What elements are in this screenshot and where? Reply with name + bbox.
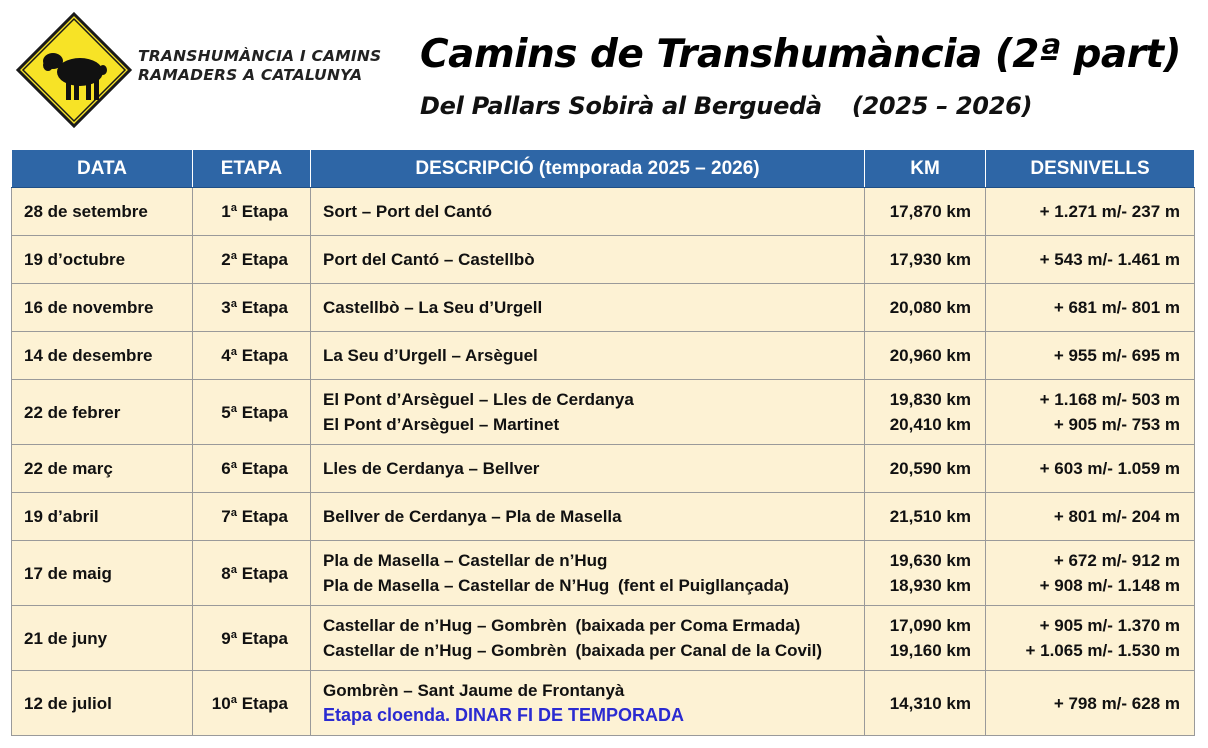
route-note: (baixada per Canal de la Covil) [575,641,823,660]
schedule-table [11,149,1195,736]
date-cell: 21 de juny [12,606,193,671]
elevation-value: + 1.168 m/- 503 m [1039,390,1180,409]
stage-cell: 4ª Etapa [193,332,311,380]
table-row [12,380,1195,445]
elevation-value: + 1.271 m/- 237 m [1039,202,1180,221]
route-line [323,613,852,638]
description-cell [311,332,865,380]
table-row [12,671,1195,736]
column-header-elevation: DESNIVELLS [986,150,1195,188]
logo-text [138,47,381,85]
date-cell: 16 de novembre [12,284,193,332]
km-value: 20,590 km [889,459,971,478]
route-line: Bellver de Cerdanya – Pla de Masella [323,507,622,526]
elevation-value: + 798 m/- 628 m [1053,693,1180,713]
description-cell [311,284,865,332]
stage-cell: 1ª Etapa [193,188,311,236]
date-cell: 22 de març [12,445,193,493]
closing-event-note: Etapa cloenda. DINAR FI DE TEMPORADA [323,705,685,725]
elevation-value: + 543 m/- 1.461 m [1039,250,1180,269]
elevation-value: + 905 m/- 753 m [1053,415,1180,434]
route-line: El Pont d’Arsèguel – Martinet [323,415,560,434]
stage-cell: 6ª Etapa [193,445,311,493]
km-value: 21,510 km [889,507,971,526]
logo-line-1: TRANSHUMÀNCIA I CAMINS [138,47,382,65]
km-value: 14,310 km [889,693,971,713]
description-cell [311,493,865,541]
page-subtitle [420,88,1032,124]
column-header-km: KM [865,150,986,188]
description-cell [311,445,865,493]
description-cell [311,236,865,284]
date-cell: 28 de setembre [12,188,193,236]
km-cell [865,284,986,332]
km-value: 19,160 km [889,641,971,660]
km-cell [865,671,986,736]
elevation-value: + 1.065 m/- 1.530 m [1025,641,1180,660]
date-cell: 12 de juliol [12,671,193,736]
table-row [12,493,1195,541]
description-cell [311,188,865,236]
sheep-warning-sign-icon [14,10,134,130]
route-line: El Pont d’Arsèguel – Lles de Cerdanya [323,390,634,409]
stage-cell: 8ª Etapa [193,541,311,606]
elevation-value: + 801 m/- 204 m [1053,507,1180,526]
route-note: (fent el Puigllançada) [618,576,789,595]
km-cell [865,188,986,236]
route-text: Castellar de n’Hug – Gombrèn [323,616,567,635]
date-cell: 14 de desembre [12,332,193,380]
elevation-cell [986,445,1195,493]
route-line: La Seu d’Urgell – Arsèguel [323,346,538,365]
km-value: 19,830 km [889,390,971,409]
route-text: Castellar de n’Hug – Gombrèn [323,641,567,660]
km-value: 20,080 km [889,298,971,317]
elevation-cell [986,380,1195,445]
description-cell [311,380,865,445]
stage-cell: 2ª Etapa [193,236,311,284]
elevation-value: + 905 m/- 1.370 m [1039,616,1180,635]
date-cell: 22 de febrer [12,380,193,445]
km-value: 19,630 km [889,551,971,570]
elevation-cell [986,541,1195,606]
description-cell [311,606,865,671]
table-header-row [12,150,1195,188]
elevation-cell [986,606,1195,671]
description-cell [311,671,865,736]
stage-cell: 7ª Etapa [193,493,311,541]
stage-cell: 5ª Etapa [193,380,311,445]
km-cell [865,445,986,493]
date-cell: 19 d’octubre [12,236,193,284]
km-cell [865,380,986,445]
elevation-value: + 672 m/- 912 m [1053,551,1180,570]
km-value: 18,930 km [889,576,971,595]
route-note: (baixada per Coma Ermada) [575,616,801,635]
column-header-stage: ETAPA [193,150,311,188]
route-line: Castellbò – La Seu d’Urgell [323,298,543,317]
route-line: Lles de Cerdanya – Bellver [323,459,540,478]
column-header-date: DATA [12,150,193,188]
stage-cell: 3ª Etapa [193,284,311,332]
description-cell [311,541,865,606]
km-value: 20,410 km [889,415,971,434]
route-line: Sort – Port del Cantó [323,202,493,221]
route-text: Pla de Masella – Castellar de N’Hug [323,576,610,595]
elevation-cell [986,284,1195,332]
km-value: 17,090 km [889,616,971,635]
km-cell [865,606,986,671]
subtitle-years: (2025 – 2026) [851,92,1033,120]
elevation-cell [986,332,1195,380]
table-row [12,332,1195,380]
elevation-value: + 955 m/- 695 m [1053,346,1180,365]
km-cell [865,541,986,606]
subtitle-route: Del Pallars Sobirà al Berguedà [420,92,822,120]
elevation-cell [986,671,1195,736]
table-row [12,188,1195,236]
km-value: 17,930 km [889,250,971,269]
elevation-cell [986,493,1195,541]
km-value: 17,870 km [889,202,971,221]
table-row [12,606,1195,671]
logo-line-2: RAMADERS A CATALUNYA [138,66,363,84]
table-row [12,284,1195,332]
route-line: Port del Cantó – Castellbò [323,250,535,269]
elevation-cell [986,236,1195,284]
stage-cell: 9ª Etapa [193,606,311,671]
km-cell [865,493,986,541]
km-cell [865,332,986,380]
stage-cell: 10ª Etapa [193,671,311,736]
table-row [12,541,1195,606]
date-cell: 17 de maig [12,541,193,606]
elevation-cell [986,188,1195,236]
route-line: Gombrèn – Sant Jaume de Frontanyà [323,681,625,700]
page-title: Camins de Transhumància (2ª part) [420,32,1181,77]
km-cell [865,236,986,284]
elevation-value: + 681 m/- 801 m [1053,298,1180,317]
km-value: 20,960 km [889,346,971,365]
elevation-value: + 603 m/- 1.059 m [1039,459,1180,478]
route-line [323,638,852,663]
route-line: Pla de Masella – Castellar de n’Hug [323,551,608,570]
elevation-value: + 908 m/- 1.148 m [1039,576,1180,595]
table-row [12,236,1195,284]
table-row [12,445,1195,493]
date-cell: 19 d’abril [12,493,193,541]
route-line [323,573,852,598]
column-header-description: DESCRIPCIÓ (temporada 2025 – 2026) [311,150,865,188]
